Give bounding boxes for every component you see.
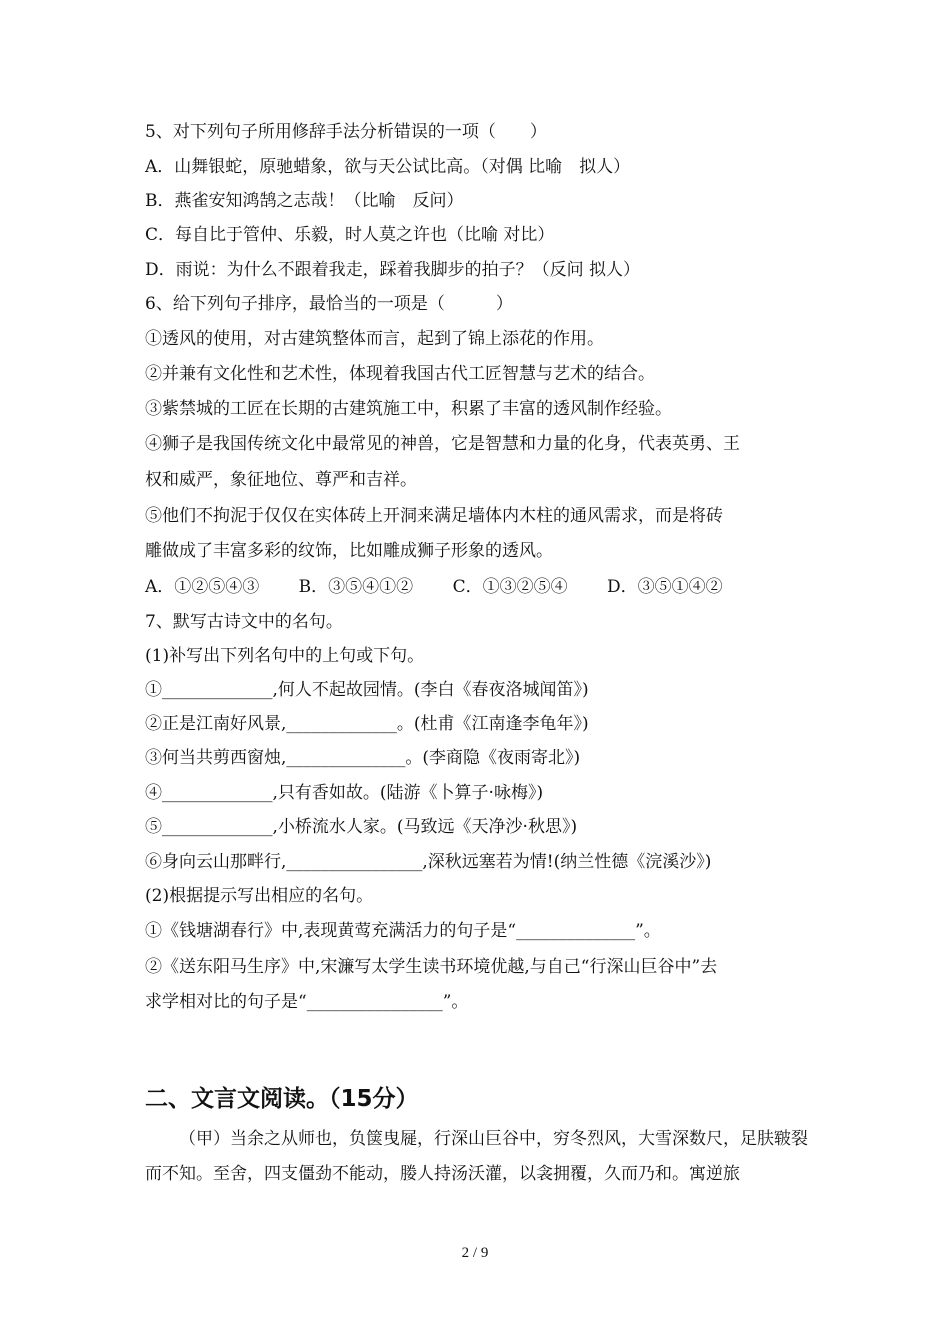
classical-passage: （甲）当余之从师也，负箧曳屣，行深山巨谷中，穷冬烈风，大雪深数尺，足肤皲裂而不知。至舍，四支僵劲不能动，媵人持汤沃灌，以衾拥覆，久而乃和。寓逆旅 bbox=[145, 1129, 808, 1184]
question-5-option-d: D．雨说：为什么不跟着我走，踩着我脚步的拍子？（反问 拟人） bbox=[145, 260, 641, 280]
question-6-sentence-5-cont: 雕做成了丰富多彩的纹饰，比如雕成狮子形象的透风。 bbox=[145, 541, 553, 561]
question-5-option-c: C．每自比于管仲、乐毅，时人莫之许也（比喻 对比） bbox=[145, 225, 555, 245]
question-6-sentence-1: ①透风的使用，对古建筑整体而言，起到了锦上添花的作用。 bbox=[145, 329, 604, 349]
question-6-options: A．①②⑤④③ B．③⑤④①② C．①③②⑤④ D．③⑤①④② bbox=[145, 577, 723, 597]
section-2-heading: 二、文言文阅读。（15分） bbox=[145, 1086, 419, 1112]
question-6-sentence-5: ⑤他们不拘泥于仅仅在实体砖上开洞来满足墙体内木柱的通风需求，而是将砖 bbox=[145, 506, 723, 526]
hint-line-2: ②《送东阳马生序》中,宋濂写太学生读书环境优越,与自己“行深山巨谷中”去 bbox=[145, 957, 718, 977]
question-5-option-a: A．山舞银蛇，原驰蜡象，欲与天公试比高。（对偶 比喻 拟人） bbox=[145, 157, 631, 177]
fill-line-3: ③何当共剪西窗烛,______________。(李商隐《夜雨寄北》) bbox=[145, 748, 581, 768]
hint-line-2-cont: 求学相对比的句子是“________________”。 bbox=[145, 992, 469, 1012]
question-7-part-1: (1)补写出下列名句中的上句或下句。 bbox=[145, 646, 425, 666]
fill-line-1: ①_____________,何人不起故园情。(李白《春夜洛城闻笛》) bbox=[145, 680, 589, 700]
question-5-option-b: B．燕雀安知鸿鹄之志哉！（比喻 反问） bbox=[145, 191, 464, 211]
fill-line-5: ⑤_____________,小桥流水人家。(马致远《天净沙·秋思》) bbox=[145, 817, 578, 837]
question-7-part-2: (2)根据提示写出相应的名句。 bbox=[145, 886, 374, 906]
page-number: 2 / 9 bbox=[461, 1245, 489, 1261]
fill-line-2: ②正是江南好风景,_____________。(杜甫《江南逢李龟年》) bbox=[145, 714, 589, 734]
fill-line-6: ⑥身向云山那畔行,________________,深秋远塞若为情!(纳兰性德《浣溪沙》) bbox=[145, 852, 712, 872]
question-6-stem: 6、给下列句子排序，最恰当的一项是（ ） bbox=[145, 294, 513, 314]
hint-line-1: ①《钱塘湖春行》中,表现黄莺充满活力的句子是“______________”。 bbox=[145, 921, 661, 941]
question-6-sentence-2: ②并兼有文化性和艺术性，体现着我国古代工匠智慧与艺术的结合。 bbox=[145, 364, 655, 384]
question-6-sentence-4: ④狮子是我国传统文化中最常见的神兽，它是智慧和力量的化身，代表英勇、王 bbox=[145, 434, 740, 454]
fill-line-4: ④_____________,只有香如故。(陆游《卜算子·咏梅》) bbox=[145, 783, 544, 803]
question-5-stem: 5、对下列句子所用修辞手法分析错误的一项（ ） bbox=[145, 122, 547, 142]
question-7-stem: 7、默写古诗文中的名句。 bbox=[145, 612, 343, 632]
question-6-sentence-3: ③紫禁城的工匠在长期的古建筑施工中，积累了丰富的透风制作经验。 bbox=[145, 399, 672, 419]
question-6-sentence-4-cont: 权和威严，象征地位、尊严和吉祥。 bbox=[145, 470, 417, 490]
